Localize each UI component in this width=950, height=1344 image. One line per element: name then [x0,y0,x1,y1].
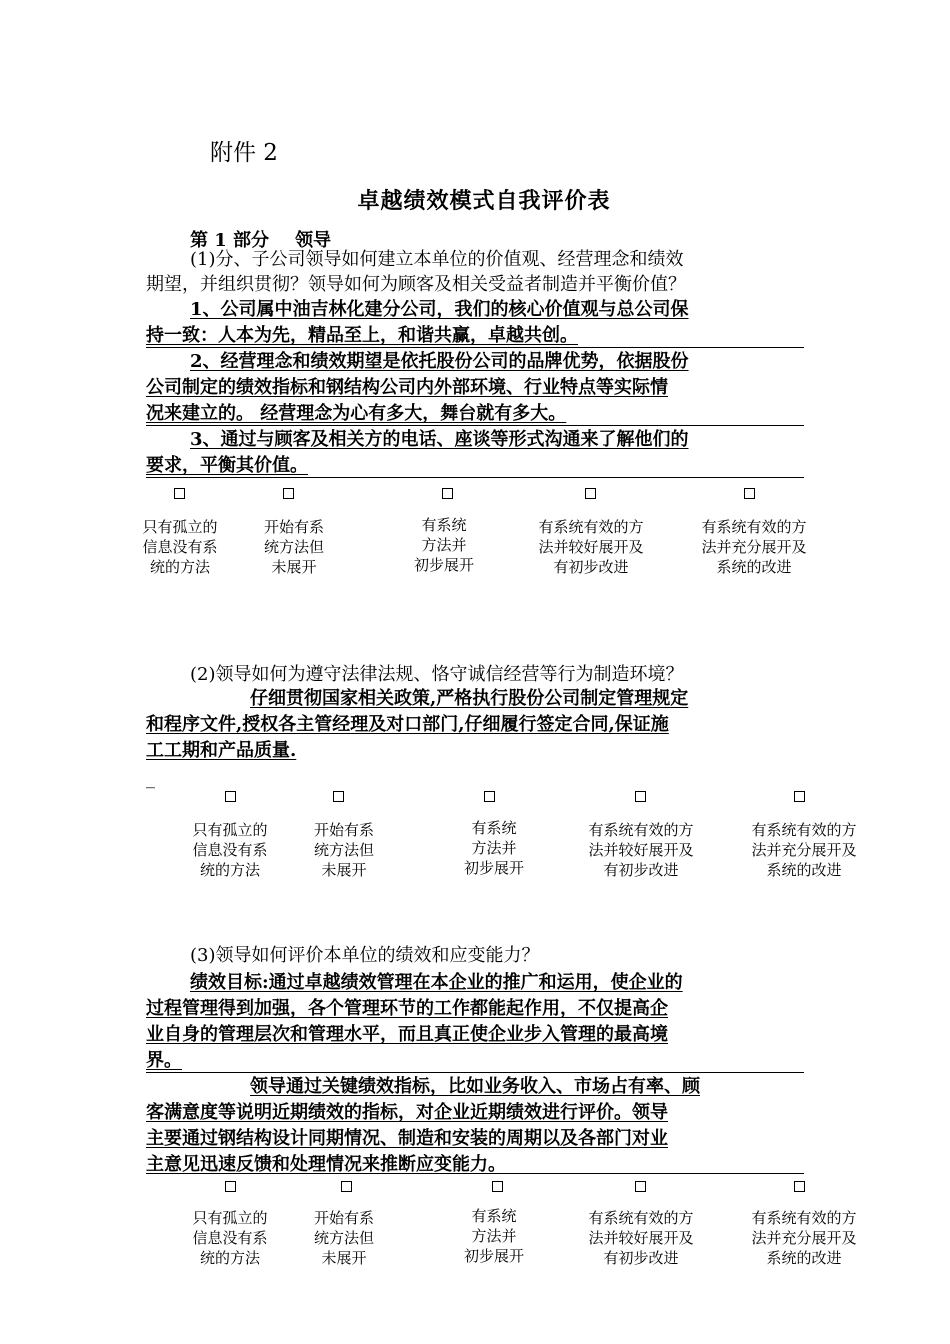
rating-option-label: 有系统有效的方 法并充分展开及 系统的改进 [751,1209,857,1267]
question-text: (3)领导如何评价本单位的绩效和应变能力？ [190,945,540,966]
underline-rule [146,1072,804,1073]
rating-option-label: 有系统 方法并 初步展开 [463,1207,524,1265]
rating-option-label: 有系统有效的方 法并充分展开及 系统的改进 [751,821,857,879]
question-2 [146,662,814,687]
rating-checkbox-4[interactable] [635,1181,646,1192]
rating-checkbox-1[interactable] [225,791,236,802]
rating-checkbox-1[interactable] [225,1181,236,1192]
rating-option-label: 有系统有效的方 法并较好展开及 有初步改进 [538,518,644,576]
answer-paragraph [146,712,804,764]
answer-line: 业自身的管理层次和管理水平，而且真正使企业步入管理的最高境 [146,1024,668,1045]
question-text: (1)分、子公司领导如何建立本单位的价值观、经营理念和绩效 [190,249,684,270]
underline-rule [146,347,804,348]
answer-line: 公司制定的绩效指标和钢结构公司内外部环境、行业特点等实际情 [146,377,668,398]
answer-line: 绩效目标:通过卓越绩效管理在本企业的推广和运用，使企业的 [190,972,683,993]
rating-checkbox-1[interactable] [174,488,185,499]
answer-paragraph [146,323,804,349]
answer-line: 过程管理得到加强，各个管理环节的工作都能起作用，不仅提高企 [146,998,668,1019]
answer-line: 3、通过与顾客及相关方的电话、座谈等形式沟通来了解他们的 [190,429,689,450]
answer-line: 要求，平衡其价值。 [146,455,308,476]
answer-line: 工工期和产品质量. [146,740,297,761]
answer-paragraph [146,297,804,323]
answer-line: 况来建立的。 经营理念为心有多大，舞台就有多大。 [146,403,567,424]
answer-paragraph [146,349,804,375]
rating-option-label: 开始有系 统方法但 未展开 [313,821,374,879]
answer-paragraph [146,375,804,427]
rating-checkbox-3[interactable] [492,1181,503,1192]
answer-line: 仔细贯彻国家相关政策,严格执行股份公司制定管理规定 [250,688,689,709]
question-1 [146,247,814,297]
answer-paragraph [146,427,804,453]
rating-option-label: 有系统有效的方 法并充分展开及 系统的改进 [701,518,807,576]
rating-option-label: 有系统有效的方 法并较好展开及 有初步改进 [588,1209,694,1267]
underline-rule [146,1173,804,1174]
page-title: 卓越绩效模式自我评价表 [357,188,611,214]
answer-paragraph [146,996,804,1074]
underline-rule [146,425,804,426]
part-name: 领导 [295,230,332,251]
rating-checkbox-2[interactable] [333,791,344,802]
underline-rule [146,477,804,478]
rating-option-label: 有系统 方法并 初步展开 [463,819,524,877]
rating-option-label: 开始有系 统方法但 未展开 [263,518,324,576]
rating-checkbox-5[interactable] [744,488,755,499]
answer-2 [146,686,804,764]
answer-paragraph [146,453,804,479]
rating-option-label: 有系统 方法并 初步展开 [413,516,474,574]
question-text: (2)领导如何为遵守法律法规、恪守诚信经营等行为制造环境？ [190,664,684,685]
rating-checkbox-4[interactable] [635,791,646,802]
answer-line: 2、经营理念和绩效期望是依托股份公司的品牌优势，依据股份 [190,351,689,372]
answer-line: 客满意度等说明近期绩效的指标，对企业近期绩效进行评价。领导 [146,1102,668,1123]
answer-3 [146,970,804,1178]
answer-line: 领导通过关键绩效指标，比如业务收入、市场占有率、顾 [250,1076,700,1097]
rating-checkbox-5[interactable] [794,791,805,802]
answer-line: 界。 [146,1050,182,1071]
question-3 [146,943,814,968]
rating-option-label: 开始有系 统方法但 未展开 [313,1209,374,1267]
rating-checkbox-4[interactable] [585,488,596,499]
answer-1 [146,297,804,479]
attachment-label: 附件 2 [210,140,278,166]
answer-line: 1、公司属中油吉林化建分公司，我们的核心价值观与总公司保 [190,299,689,320]
question-text: 期望，并组织贯彻？领导如何为顾客及相关受益者制造并平衡价值？ [146,274,686,295]
answer-line: 主要通过钢结构设计同期情况、制造和安装的周期以及各部门对业 [146,1128,668,1149]
answer-line: 主意见迅速反馈和处理情况来推断应变能力。 [146,1154,506,1175]
answer-paragraph [146,970,804,996]
rating-checkbox-5[interactable] [794,1181,805,1192]
rating-option-label: 只有孤立的 信息没有系 统的方法 [192,821,268,879]
answer-paragraph [146,686,804,712]
answer-paragraph [146,1100,804,1178]
answer-line: 和程序文件,授权各主管经理及对口部门,仔细履行签定合同,保证施 [146,714,669,735]
rating-option-label: 有系统有效的方 法并较好展开及 有初步改进 [588,821,694,879]
rating-checkbox-2[interactable] [341,1181,352,1192]
rating-option-label: 只有孤立的 信息没有系 统的方法 [142,518,218,576]
rating-checkbox-3[interactable] [442,488,453,499]
answer-line: 持一致：人本为先，精品至上，和谐共赢，卓越共创。 [146,325,578,346]
rating-option-label: 只有孤立的 信息没有系 统的方法 [192,1209,268,1267]
part-number: 第 1 部分 [190,230,270,251]
answer-paragraph [146,1074,804,1100]
trailing-mark: _ [146,768,155,789]
rating-checkbox-3[interactable] [484,791,495,802]
rating-checkbox-2[interactable] [283,488,294,499]
